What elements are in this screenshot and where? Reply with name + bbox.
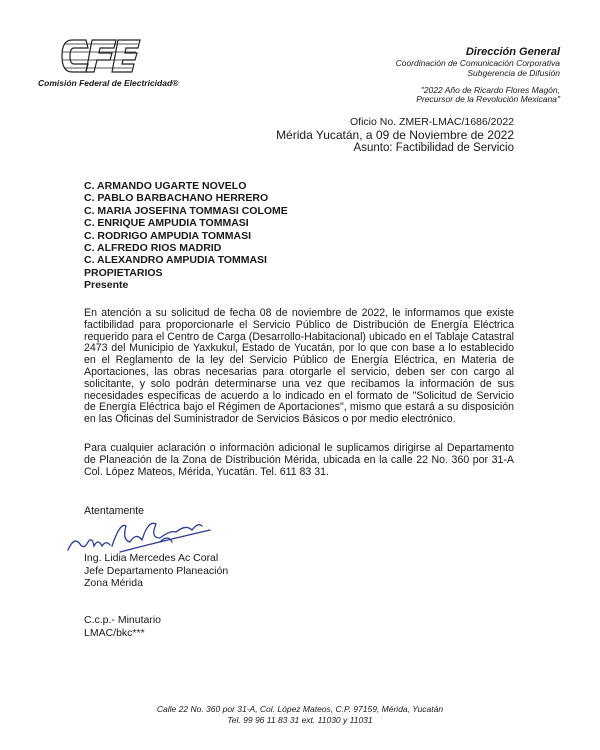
body-paragraph-2: Para cualquier aclaración o información adicional le suplicamos dirigirse al Departamento de Planeación de la Zona de Distribución Mérida, ubicada en la calle 22 No. 360 por 31-A Col. López Mateos, Mérida, Yucatán. Tel. 611 83 31. — [84, 442, 514, 478]
ccp-block — [84, 614, 161, 639]
signer-block — [84, 552, 228, 590]
recipient-name: C. MARIA JOSEFINA TOMMASI COLOME — [84, 204, 288, 217]
ccp-line: C.c.p.- Minutario — [84, 614, 162, 626]
recipient-name: C. RODRIGO AMPUDIA TOMMASI — [84, 229, 252, 242]
recipient-name: C. ENRIQUE AMPUDIA TOMMASI — [84, 217, 249, 230]
footer-address: Calle 22 No. 360 por 31-A, Col. López Mateos, C.P. 97159, Mérida, Yucatán — [156, 704, 444, 714]
recipients-group-label: PROPIETARIOS — [84, 266, 163, 279]
recipient-name: C. ALFREDO RIOS MADRID — [84, 242, 222, 255]
oficio-place-date: Mérida Yucatán, a 09 de Noviembre de 2022 — [276, 128, 514, 142]
cfe-logo — [38, 34, 228, 92]
header-direction: Dirección General — [465, 46, 560, 58]
page-footer — [0, 704, 600, 726]
signer-title: Jefe Departamento Planeación — [84, 564, 229, 577]
header-motto-line2: Precursor de la Revolución Mexicana" — [416, 94, 560, 104]
cfe-logo-mark — [58, 34, 142, 78]
oficio-subject: Asunto: Factibilidad de Servicio — [353, 142, 514, 154]
recipient-name: C. PABLO BARBACHANO HERRERO — [84, 192, 269, 205]
header-coordination: Coordinación de Comunicación Corporativa — [395, 58, 560, 68]
recipients-block — [84, 180, 288, 292]
recipient-name: C. ARMANDO UGARTE NOVELO — [84, 180, 247, 192]
ccp-initials: LMAC/bkc*** — [84, 626, 145, 639]
signer-zone: Zona Mérida — [84, 577, 143, 589]
closing-salutation: Atentamente — [84, 505, 145, 517]
header-motto-line1: "2022 Año de Ricardo Flores Magón, — [420, 85, 560, 95]
oficio-number: Oficio No. ZMER-LMAC/1686/2022 — [350, 116, 514, 128]
footer-phones: Tel. 99 96 11 83 31 ext. 11030 y 11031 — [227, 715, 373, 725]
header-subdirection: Subgerencia de Difusión — [467, 68, 560, 78]
signer-name: Ing. Lidia Mercedes Ac Coral — [84, 552, 219, 564]
recipient-name: C. ALEXANDRO AMPUDIA TOMMASI — [84, 254, 267, 267]
recipients-presente: Presente — [84, 279, 129, 292]
body-paragraph-1: En atención a su solicitud de fecha 08 de noviembre de 2022, le informamos que existe factibilidad para proporcionarle el Servicio Público de Distribución de Energía Eléctrica requerido para el Centro de Carga (Desarrollo-Habitacional) ubicado en el Tablaje Catastral 2473 del Municipio de Yaxkukul, Estado de Yucatán, por lo que con base a lo establecido en el Reglamento de la ley del Servicio Público de Energía Eléctrica, en Materia de Aportaciones, las obras necesarias para otorgarle el servicio, deben ser con cargo al solicitante, y solo podrán determinarse una vez que recibamos la información de sus necesidades específicas de acuerdo a lo indicado en el formato de "Solicitud de Servicio de Energía Eléctrica bajo el Régimen de Aportaciones", mismo que estará a su disposición en las Oficinas del Suministrador de Servicios Básicos o por medio electrónico. — [84, 307, 514, 426]
logo-subtitle: Comisión Federal de Electricidad® — [38, 78, 179, 88]
